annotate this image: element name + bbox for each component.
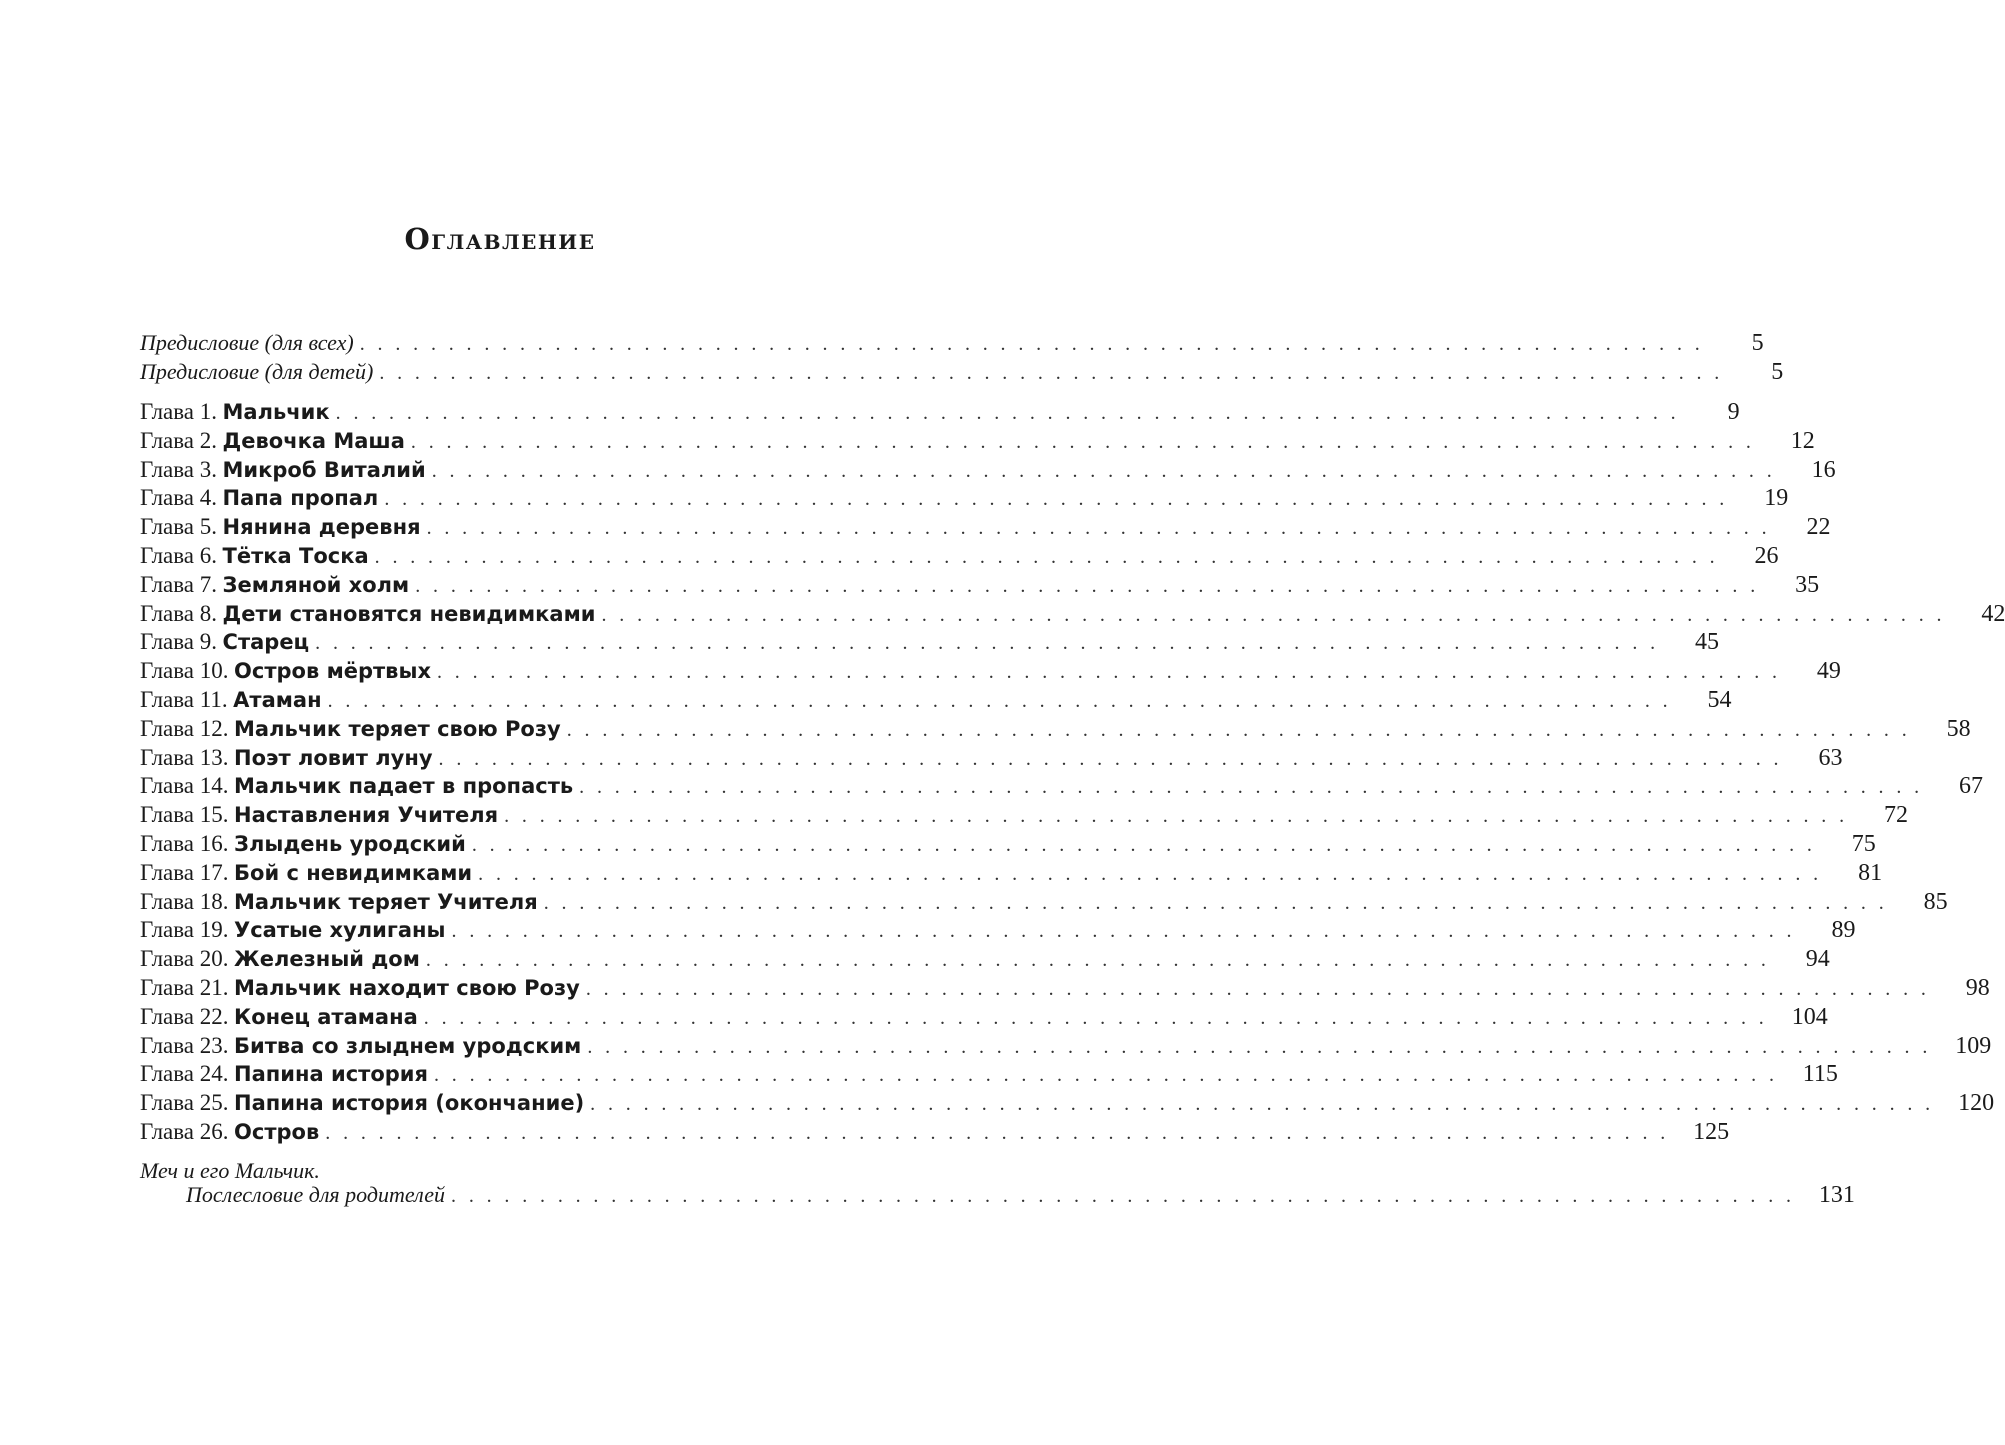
page-number: 42 (1981, 601, 2005, 627)
page-number: 125 (1693, 1119, 1730, 1145)
chapter-number: Глава 13. (140, 745, 229, 770)
entry-label (140, 512, 421, 542)
page-number: 12 (1790, 428, 1815, 454)
chapter-number: Глава 18. (140, 889, 229, 914)
chapter-number: Глава 22. (140, 1004, 229, 1029)
dot-leader: . . . . . . . . . . . . . . . . . . . . . . . . . . . . . . . . . . . . . . . . . . . . . . . . . . . . . . . . . . . . . . . . . . . . . . . . . . . . (471, 834, 1816, 856)
page-number: 67 (1959, 773, 1984, 799)
preface-entry[interactable] (140, 328, 1764, 357)
chapter-title: Остров мёртвых (234, 659, 431, 683)
dot-leader: . . . . . . . . . . . . . . . . . . . . . . . . . . . . . . . . . . . . . . . . . . . . . . . . . . . . . . . . . . . . . . . . . . . . . . . . . . . . (579, 776, 1924, 798)
dot-leader: . . . . . . . . . . . . . . . . . . . . . . . . . . . . . . . . . . . . . . . . . . . . . . . . . . . . . . . . . . . . . . . . . . . . . . . . . . . . (315, 632, 1660, 654)
entry-label: Послесловие для родителей (186, 1182, 446, 1207)
chapter-number: Глава 20. (140, 946, 229, 971)
page-number: 9 (1727, 399, 1740, 425)
dot-leader: . . . . . . . . . . . . . . . . . . . . . . . . . . . . . . . . . . . . . . . . . . . . . . . . . . . . . . . . . . . . . . . . . . . . . . . . . . . . (379, 362, 1724, 384)
entry-label (140, 1117, 319, 1147)
chapter-title: Бой с невидимками (234, 861, 473, 885)
dot-leader: . . . . . . . . . . . . . . . . . . . . . . . . . . . . . . . . . . . . . . . . . . . . . . . . . . . . . . . . . . . . . . . . . . . . . . . . . . . . (585, 978, 1930, 1000)
chapter-title: Железный дом (234, 947, 420, 971)
page-number: 54 (1707, 687, 1732, 713)
chapter-number: Глава 25. (140, 1090, 229, 1115)
page-number: 120 (1958, 1090, 1995, 1116)
chapter-entry[interactable] (140, 1088, 1995, 1117)
entry-label (140, 1088, 584, 1118)
entry-label (140, 1002, 418, 1032)
chapter-entry[interactable] (140, 599, 2005, 628)
chapter-number: Глава 5. (140, 514, 218, 539)
page-number: 16 (1811, 457, 1836, 483)
chapter-entry[interactable] (140, 829, 1876, 858)
chapter-title: Атаман (233, 688, 322, 712)
entry-label (140, 1031, 581, 1061)
chapter-title: Поэт ловит луну (234, 746, 433, 770)
chapter-entry[interactable] (140, 685, 1732, 714)
page-number: 75 (1851, 831, 1876, 857)
dot-leader: . . . . . . . . . . . . . . . . . . . . . . . . . . . . . . . . . . . . . . . . . . . . . . . . . . . . . . . . . . . . . . . . . . . . . . . . . . . . (335, 402, 1680, 424)
dot-leader: . . . . . . . . . . . . . . . . . . . . . . . . . . . . . . . . . . . . . . . . . . . . . . . . . . . . . . . . . . . . . . . . . . . . . . . . . . . . (437, 661, 1781, 683)
entry-label (140, 455, 426, 485)
preface-entry[interactable] (140, 357, 1784, 386)
chapter-entry[interactable] (140, 541, 1779, 570)
dot-leader: . . . . . . . . . . . . . . . . . . . . . . . . . . . . . . . . . . . . . . . . . . . . . . . . . . . . . . . . . . . . . . . . . . . . . . . . . . . . (433, 1064, 1778, 1086)
dot-leader: . . . . . . . . . . . . . . . . . . . . . . . . . . . . . . . . . . . . . . . . . . . . . . . . . . . . . . . . . . . . . . . . . . . . . . . . . . . . (451, 1185, 1795, 1207)
chapter-entry[interactable] (140, 483, 1789, 512)
page-number: 49 (1816, 658, 1841, 684)
chapter-entry[interactable] (140, 800, 1909, 829)
entry-label (140, 599, 596, 629)
chapter-title: Мальчик падает в пропасть (234, 774, 574, 798)
chapter-title: Остров (234, 1120, 320, 1144)
chapter-title: Папа пропал (222, 486, 379, 510)
dot-leader: . . . . . . . . . . . . . . . . . . . . . . . . . . . . . . . . . . . . . . . . . . . . . . . . . . . . . . . . . . . . . . . . . . . . . . . . . . . . (425, 949, 1770, 971)
chapter-entry[interactable] (140, 426, 1815, 455)
chapter-title: Микроб Виталий (222, 458, 426, 482)
chapter-entry[interactable] (140, 858, 1883, 887)
entry-label (140, 829, 466, 859)
dot-leader: . . . . . . . . . . . . . . . . . . . . . . . . . . . . . . . . . . . . . . . . . . . . . . . . . . . . . . . . . . . . . . . . . . . . . . . . . . . . (504, 805, 1849, 827)
chapter-number: Глава 11. (140, 687, 228, 712)
chapter-title: Нянина деревня (222, 515, 421, 539)
chapter-number: Глава 6. (140, 543, 218, 568)
chapter-number: Глава 2. (140, 428, 218, 453)
chapter-title: Дети становятся невидимками (222, 602, 596, 626)
page-number: 72 (1884, 802, 1909, 828)
page-number: 131 (1818, 1182, 1855, 1208)
chapter-title: Папина история (окончание) (234, 1091, 585, 1115)
chapter-title: Старец (222, 630, 310, 654)
entry-label (140, 714, 561, 744)
chapter-title: Земляной холм (222, 573, 410, 597)
chapter-title: Мальчик находит свою Розу (234, 976, 580, 1000)
entry-label (140, 800, 498, 830)
page-number: 98 (1965, 975, 1990, 1001)
chapter-entry[interactable] (140, 1031, 1992, 1060)
entry-label (140, 627, 309, 657)
entry-label (140, 915, 446, 945)
entry-label (140, 973, 580, 1003)
dot-leader: . . . . . . . . . . . . . . . . . . . . . . . . . . . . . . . . . . . . . . . . . . . . . . . . . . . . . . . . . . . . . . . . . . . . . . . . . . . . (601, 604, 1946, 626)
dot-leader: . . . . . . . . . . . . . . . . . . . . . . . . . . . . . . . . . . . . . . . . . . . . . . . . . . . . . . . . . . . . . . . . . . . . . . . . . . . . (423, 1007, 1768, 1029)
chapter-title: Усатые хулиганы (234, 918, 446, 942)
dot-leader: . . . . . . . . . . . . . . . . . . . . . . . . . . . . . . . . . . . . . . . . . . . . . . . . . . . . . . . . . . . . . . . . . . . . . . . . . . . . (359, 333, 1704, 355)
chapter-entry[interactable] (140, 915, 1856, 944)
chapter-entry[interactable] (140, 1117, 1730, 1146)
chapter-number: Глава 3. (140, 457, 218, 482)
chapter-title: Девочка Маша (222, 429, 405, 453)
dot-leader: . . . . . . . . . . . . . . . . . . . . . . . . . . . . . . . . . . . . . . . . . . . . . . . . . . . . . . . . . . . . . . . . . . . . . . . . . . . . (415, 575, 1760, 597)
entry-label (140, 1059, 428, 1089)
chapter-title: Мальчик теряет Учителя (234, 890, 538, 914)
chapter-entry[interactable] (140, 944, 1830, 973)
chapter-title: Тётка Тоска (222, 544, 369, 568)
page-number: 5 (1771, 359, 1784, 385)
dot-leader: . . . . . . . . . . . . . . . . . . . . . . . . . . . . . . . . . . . . . . . . . . . . . . . . . . . . . . . . . . . . . . . . . . . . . . . . . . . . (451, 920, 1796, 942)
page-number: 45 (1695, 629, 1720, 655)
dot-leader: . . . . . . . . . . . . . . . . . . . . . . . . . . . . . . . . . . . . . . . . . . . . . . . . . . . . . . . . . . . . . . . . . . . . . . . . . . . . (590, 1093, 1935, 1115)
entry-label: Предисловие (для детей) (140, 359, 374, 384)
entry-label (140, 570, 409, 600)
chapter-number: Глава 9. (140, 629, 218, 654)
dot-leader: . . . . . . . . . . . . . . . . . . . . . . . . . . . . . . . . . . . . . . . . . . . . . . . . . . . . . . . . . . . . . . . . . . . . . . . . . . . . (325, 1122, 1670, 1144)
dot-leader: . . . . . . . . . . . . . . . . . . . . . . . . . . . . . . . . . . . . . . . . . . . . . . . . . . . . . . . . . . . . . . . . . . . . . . . . . . . . (327, 690, 1672, 712)
dot-leader: . . . . . . . . . . . . . . . . . . . . . . . . . . . . . . . . . . . . . . . . . . . . . . . . . . . . . . . . . . . . . . . . . . . . . . . . . . . . (431, 460, 1776, 482)
dot-leader: . . . . . . . . . . . . . . . . . . . . . . . . . . . . . . . . . . . . . . . . . . . . . . . . . . . . . . . . . . . . . . . . . . . . . . . . . . . . (587, 1036, 1932, 1058)
page-number: 115 (1802, 1061, 1838, 1087)
page-number: 22 (1806, 514, 1831, 540)
chapter-number: Глава 24. (140, 1061, 229, 1086)
entry-label (140, 887, 538, 917)
dot-leader: . . . . . . . . . . . . . . . . . . . . . . . . . . . . . . . . . . . . . . . . . . . . . . . . . . . . . . . . . . . . . . . . . . . . . . . . . . . . (543, 892, 1888, 914)
dot-leader: . . . . . . . . . . . . . . . . . . . . . . . . . . . . . . . . . . . . . . . . . . . . . . . . . . . . . . . . . . . . . . . . . . . . . . . . . . . . (426, 517, 1771, 539)
chapter-entry[interactable] (140, 743, 1843, 772)
page-number: 94 (1805, 946, 1830, 972)
chapter-number: Глава 26. (140, 1119, 229, 1144)
entry-label: Предисловие (для всех) (140, 330, 354, 355)
dot-leader: . . . . . . . . . . . . . . . . . . . . . . . . . . . . . . . . . . . . . . . . . . . . . . . . . . . . . . . . . . . . . . . . . . . . . . . . . . . . (374, 546, 1719, 568)
chapter-number: Глава 21. (140, 975, 229, 1000)
entry-label (140, 397, 330, 427)
chapter-number: Глава 8. (140, 601, 218, 626)
dot-leader: . . . . . . . . . . . . . . . . . . . . . . . . . . . . . . . . . . . . . . . . . . . . . . . . . . . . . . . . . . . . . . . . . . . . . . . . . . . . (478, 863, 1823, 885)
chapter-number: Глава 7. (140, 572, 218, 597)
page-number: 109 (1955, 1033, 1992, 1059)
entry-label (140, 685, 322, 715)
entry-label (140, 656, 431, 686)
page-number: 35 (1795, 572, 1820, 598)
entry-label (140, 483, 378, 513)
entry-label (140, 426, 405, 456)
page-number: 26 (1754, 543, 1779, 569)
chapter-title: Мальчик (222, 400, 330, 424)
page-number: 89 (1831, 917, 1856, 943)
chapter-title: Злыдень уродский (234, 832, 466, 856)
entry-label (140, 541, 369, 571)
page-number: 81 (1858, 860, 1883, 886)
chapter-number: Глава 17. (140, 860, 229, 885)
page-number: 63 (1818, 745, 1843, 771)
dot-leader: . . . . . . . . . . . . . . . . . . . . . . . . . . . . . . . . . . . . . . . . . . . . . . . . . . . . . . . . . . . . . . . . . . . . . . . . . . . . (438, 748, 1783, 770)
page-title: Оглавление (404, 222, 596, 256)
afterword-title: Меч и его Мальчик. (140, 1158, 320, 1183)
chapter-number: Глава 12. (140, 716, 229, 741)
entry-label (140, 743, 433, 773)
page-number: 58 (1946, 716, 1971, 742)
chapter-entry[interactable] (140, 771, 1984, 800)
chapter-number: Глава 16. (140, 831, 229, 856)
chapter-title: Битва со злыднем уродским (234, 1034, 582, 1058)
page-number: 5 (1751, 330, 1764, 356)
chapter-entry[interactable] (140, 1002, 1828, 1031)
dot-leader: . . . . . . . . . . . . . . . . . . . . . . . . . . . . . . . . . . . . . . . . . . . . . . . . . . . . . . . . . . . . . . . . . . . . . . . . . . . . (566, 719, 1911, 741)
chapter-number: Глава 15. (140, 802, 229, 827)
chapter-entry[interactable] (140, 887, 1948, 916)
entry-label (140, 771, 573, 801)
chapter-number: Глава 10. (140, 658, 229, 683)
chapter-entry[interactable] (140, 973, 1990, 1002)
page-number: 104 (1791, 1004, 1828, 1030)
chapter-number: Глава 19. (140, 917, 229, 942)
page-number: 85 (1923, 889, 1948, 915)
chapter-entry[interactable] (140, 1059, 1838, 1088)
dot-leader: . . . . . . . . . . . . . . . . . . . . . . . . . . . . . . . . . . . . . . . . . . . . . . . . . . . . . . . . . . . . . . . . . . . . . . . . . . . . (384, 488, 1729, 510)
chapter-entry[interactable] (140, 397, 1740, 426)
chapter-number: Глава 23. (140, 1033, 229, 1058)
entry-label (140, 858, 472, 888)
chapter-entry[interactable] (140, 627, 1720, 656)
chapter-entry[interactable] (140, 455, 1836, 484)
chapter-number: Глава 4. (140, 485, 218, 510)
chapter-entry[interactable] (140, 656, 1841, 685)
dot-leader: . . . . . . . . . . . . . . . . . . . . . . . . . . . . . . . . . . . . . . . . . . . . . . . . . . . . . . . . . . . . . . . . . . . . . . . . . . . . (410, 431, 1755, 453)
entry-label (140, 944, 420, 974)
chapter-title: Папина история (234, 1062, 428, 1086)
chapter-entry[interactable] (140, 512, 1831, 541)
chapter-title: Мальчик теряет свою Розу (234, 717, 561, 741)
chapter-number: Глава 1. (140, 399, 218, 424)
chapter-title: Конец атамана (234, 1005, 418, 1029)
chapter-entry[interactable] (140, 570, 1820, 599)
chapter-number: Глава 14. (140, 773, 229, 798)
chapter-title: Наставления Учителя (234, 803, 499, 827)
page-number: 19 (1764, 485, 1789, 511)
chapter-entry[interactable] (140, 714, 1971, 743)
